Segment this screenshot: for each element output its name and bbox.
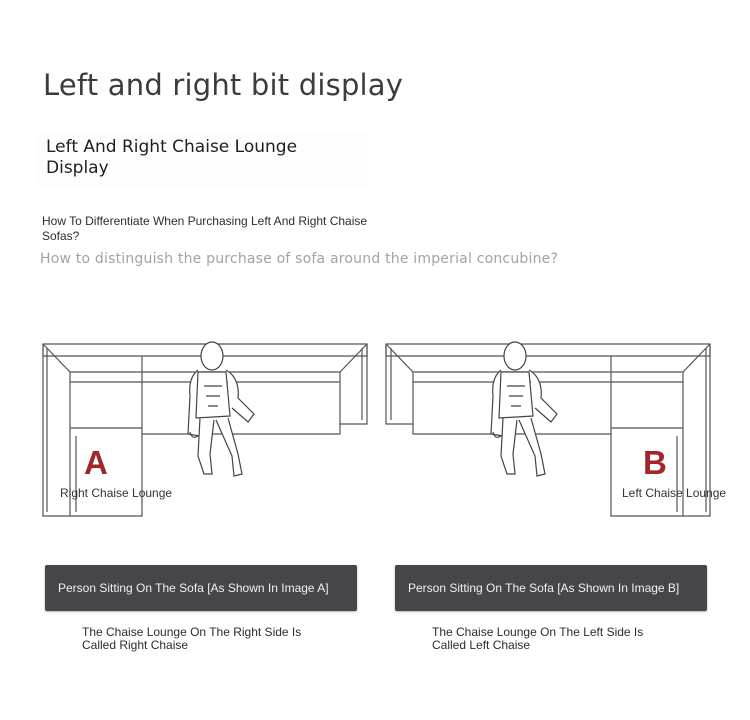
chaise-label-a: Right Chaise Lounge: [60, 486, 173, 500]
page-title: Left and right bit display: [43, 68, 404, 102]
person-a-figure: [188, 342, 254, 476]
person-b-figure: [491, 342, 557, 476]
sofa-b-letter: B: [643, 444, 667, 481]
question-text: How To Differentiate When Purchasing Left And Right Chaise Sofas?: [42, 214, 368, 243]
chaise-label-b: Left Chaise Lounge: [622, 486, 727, 500]
caption-a: The Chaise Lounge On The Right Side Is Called Right Chaise: [82, 625, 302, 652]
caption-bar-b: [395, 565, 707, 611]
caption-bar-a: [45, 565, 357, 611]
caption-bar-a-text: Person Sitting On The Sofa [As Shown In Image A]: [58, 581, 329, 595]
question-subtext: How to distinguish the purchase of sofa around the imperial concubine?: [40, 251, 559, 267]
caption-b: The Chaise Lounge On The Left Side Is Called Left Chaise: [432, 625, 644, 652]
page-subtitle: Left And Right Chaise Lounge Display: [46, 137, 298, 178]
sofa-a-letter: A: [84, 444, 108, 481]
caption-bar-b-text: Person Sitting On The Sofa [As Shown In Image B]: [408, 581, 680, 595]
